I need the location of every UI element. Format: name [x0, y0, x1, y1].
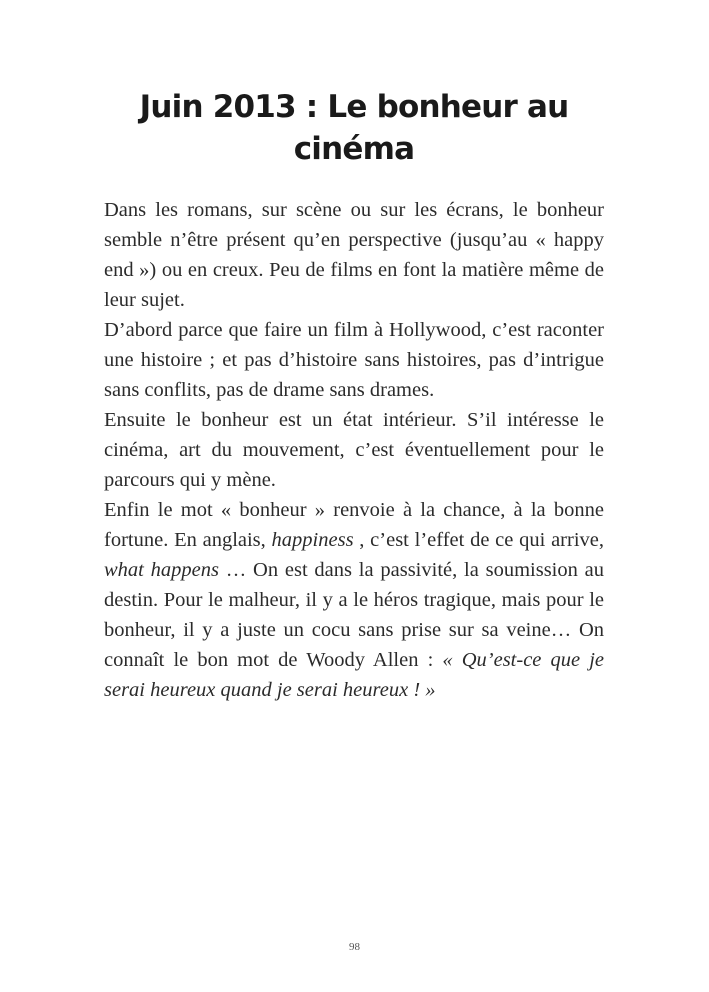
paragraph-1: Dans les romans, sur scène ou sur les écrans, le bonheur semble n’être présent qu’en perspective (jusqu’au « happy end ») ou en creux. Peu de films en font la matière même de leur sujet.	[104, 199, 604, 311]
paragraph-4-text-3: … On est dans la passivité, la soumission au destin. Pour le malheur, il y a le héros tragique, mais pour le bonheur, il y a juste un cocu sans prise sur sa veine… On connaît le bon mot de Woody Allen :	[104, 559, 604, 671]
page-number: 98	[349, 941, 360, 953]
woody-allen-quote: « Qu’est-ce que je serai heureux quand je serai heureux ! »	[104, 649, 604, 701]
italic-what-happens: what happens	[104, 559, 219, 581]
paragraph-4-text-2: , c’est l’effet de ce qui arrive,	[353, 529, 604, 551]
paragraph-2: D’abord parce que faire un film à Hollywood, c’est raconter une histoire ; et pas d’histoire sans histoires, pas d’intrigue sans conflits, pas de drame sans drames.	[104, 319, 604, 401]
paragraph-4-text-1: Enfin le mot « bonheur » renvoie à la chance, à la bonne fortune. En anglais,	[104, 499, 604, 551]
paragraph-3: Ensuite le bonheur est un état intérieur. S’il intéresse le cinéma, art du mouvement, c’est éventuellement pour le parcours qui y mène.	[104, 409, 604, 491]
paragraph-4	[104, 495, 604, 705]
chapter-body	[104, 195, 604, 705]
chapter-title: Juin 2013 : Le bonheur au cinéma	[139, 89, 569, 167]
italic-happiness: happiness	[271, 529, 354, 551]
